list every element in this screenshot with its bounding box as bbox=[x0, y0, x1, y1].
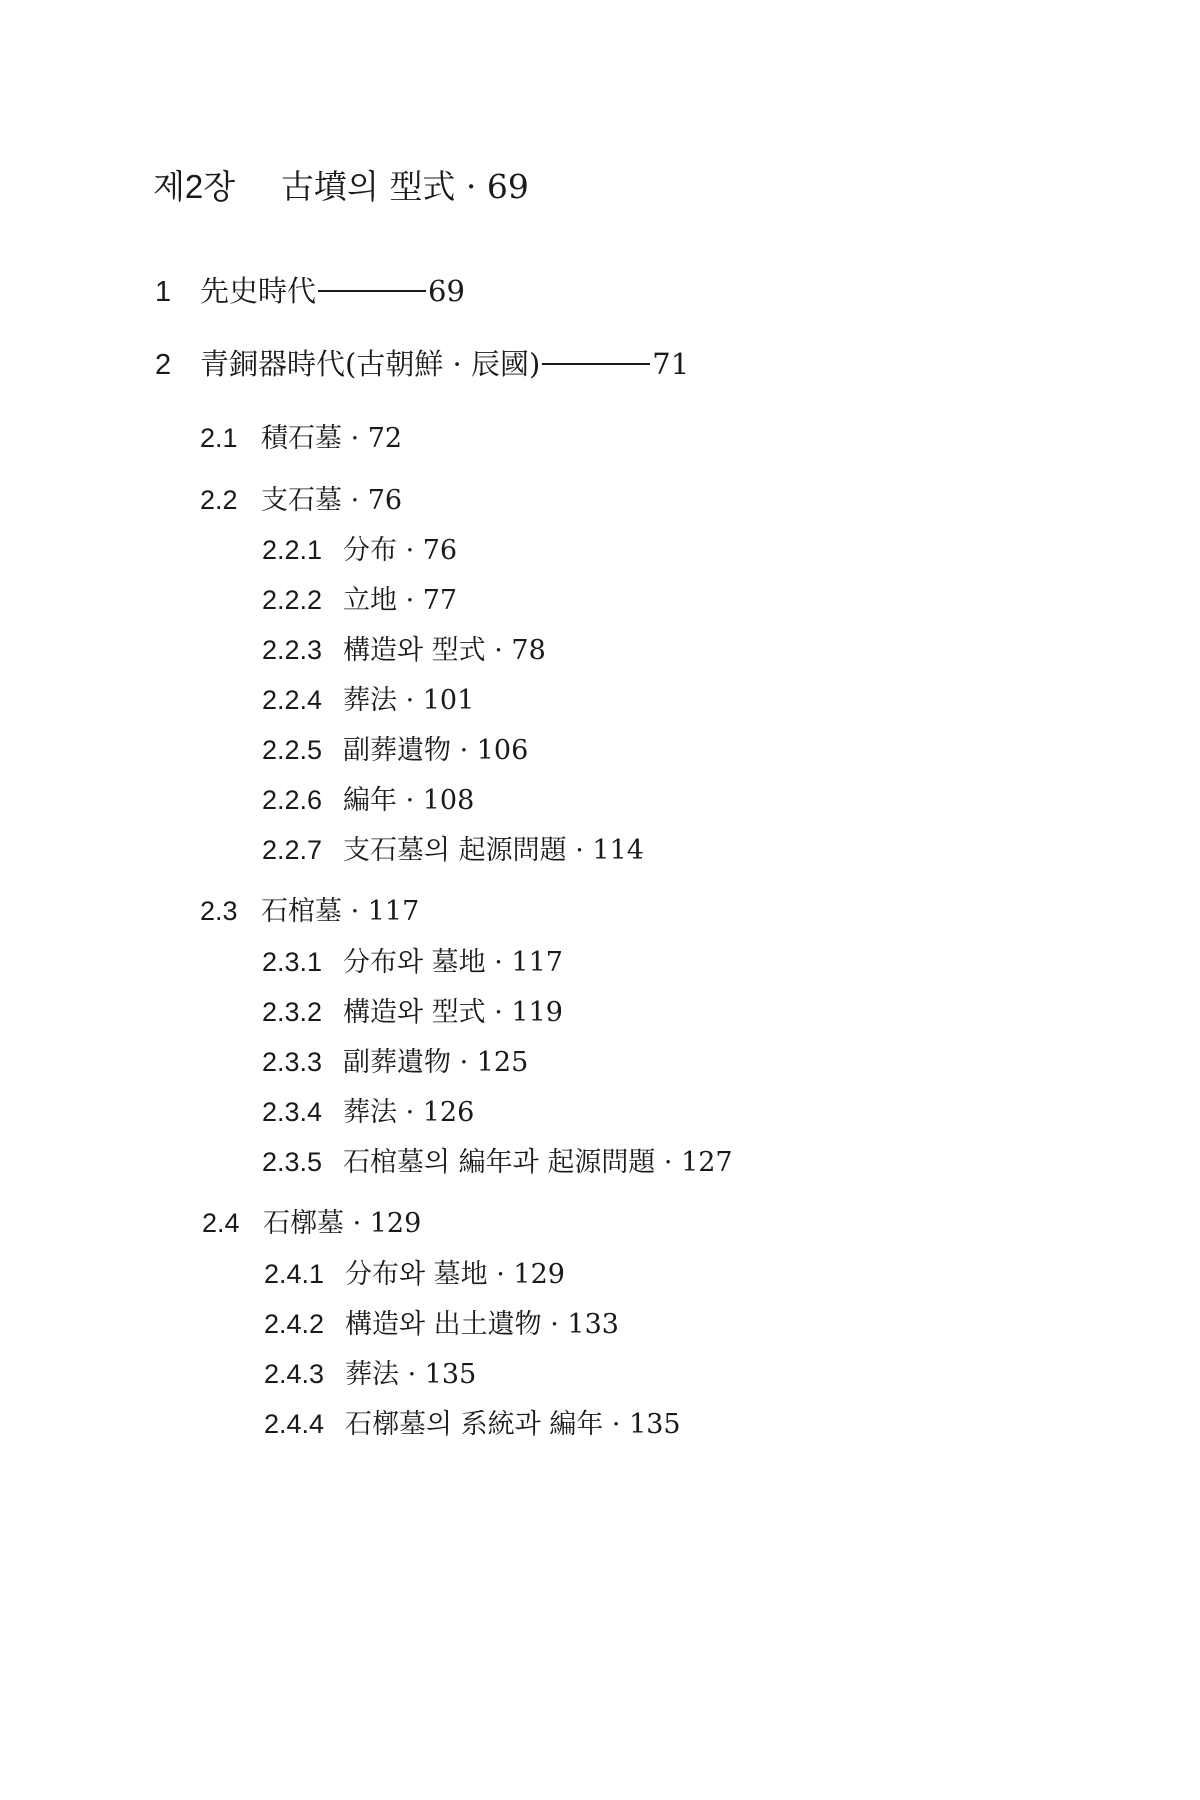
section-page: 71 bbox=[652, 347, 690, 381]
toc-entry-2-2-5[interactable] bbox=[262, 737, 528, 764]
entry-number: 2.3.3 bbox=[262, 1047, 323, 1077]
entry-title: 石棺墓 · 117 bbox=[261, 896, 420, 927]
chapter-heading bbox=[153, 167, 529, 206]
entry-title: 葬法 · 101 bbox=[343, 685, 475, 716]
entry-number: 2.2.7 bbox=[262, 835, 323, 865]
toc-entry-2-4-2[interactable] bbox=[264, 1311, 619, 1338]
toc-entry-2-2-7[interactable] bbox=[262, 837, 644, 864]
entry-number: 2.2.4 bbox=[262, 685, 323, 715]
toc-section-2[interactable] bbox=[155, 347, 690, 381]
toc-entry-2-3-4[interactable] bbox=[262, 1099, 474, 1126]
entry-title: 立地 · 77 bbox=[343, 585, 458, 616]
section-title: 先史時代 bbox=[200, 274, 317, 308]
entry-title: 葬法 · 126 bbox=[343, 1097, 475, 1128]
entry-number: 2.4.3 bbox=[264, 1359, 325, 1389]
entry-number: 2.3.4 bbox=[262, 1097, 323, 1127]
entry-number: 2.1 bbox=[200, 423, 238, 453]
toc-entry-2-4-4[interactable] bbox=[264, 1411, 681, 1438]
toc-entry-2-2-1[interactable] bbox=[262, 537, 457, 564]
entry-number: 2.2.2 bbox=[262, 585, 323, 615]
entry-number: 2.3 bbox=[200, 896, 238, 926]
entry-title: 構造와 型式 · 78 bbox=[343, 635, 546, 666]
section-number: 2 bbox=[155, 349, 172, 381]
toc-entry-2-3[interactable] bbox=[200, 898, 419, 925]
entry-title: 編年 · 108 bbox=[343, 785, 475, 816]
toc-entry-2-4[interactable] bbox=[202, 1210, 421, 1237]
toc-entry-2-1[interactable] bbox=[200, 425, 402, 452]
entry-number: 2.2.6 bbox=[262, 785, 323, 815]
entry-title: 分布와 墓地 · 129 bbox=[345, 1259, 565, 1290]
leader-dash bbox=[542, 363, 650, 365]
entry-title: 積石墓 · 72 bbox=[261, 423, 403, 454]
entry-title: 分布 · 76 bbox=[343, 535, 458, 566]
section-title: 青銅器時代(古朝鮮 · 辰國) bbox=[200, 347, 541, 381]
toc-entry-2-2-4[interactable] bbox=[262, 687, 474, 714]
entry-title: 副葬遺物 · 125 bbox=[343, 1047, 529, 1078]
entry-number: 2.2.3 bbox=[262, 635, 323, 665]
entry-number: 2.3.1 bbox=[262, 947, 323, 977]
entry-title: 構造와 出土遺物 · 133 bbox=[345, 1309, 619, 1340]
toc-entry-2-3-1[interactable] bbox=[262, 949, 563, 976]
chapter-title: 古墳의 型式 · 69 bbox=[281, 167, 529, 206]
entry-title: 支石墓의 起源問題 · 114 bbox=[343, 835, 644, 866]
toc-section-1[interactable] bbox=[155, 274, 465, 308]
entry-title: 石棺墓의 編年과 起源問題 · 127 bbox=[343, 1147, 733, 1178]
leader-dash bbox=[318, 290, 426, 292]
section-number: 1 bbox=[155, 276, 172, 308]
toc-entry-2-2-6[interactable] bbox=[262, 787, 474, 814]
entry-number: 2.2.5 bbox=[262, 735, 323, 765]
entry-number: 2.2 bbox=[200, 485, 238, 515]
entry-title: 支石墓 · 76 bbox=[261, 485, 403, 516]
chapter-number: 제2장 bbox=[153, 168, 236, 205]
section-page: 69 bbox=[428, 274, 465, 308]
toc-entry-2-2-3[interactable] bbox=[262, 637, 546, 664]
entry-number: 2.3.5 bbox=[262, 1147, 323, 1177]
entry-title: 葬法 · 135 bbox=[345, 1359, 477, 1390]
entry-title: 石槨墓 · 129 bbox=[263, 1208, 422, 1239]
entry-title: 石槨墓의 系統과 編年 · 135 bbox=[345, 1409, 681, 1440]
entry-title: 構造와 型式 · 119 bbox=[343, 997, 563, 1028]
toc-entry-2-4-1[interactable] bbox=[264, 1261, 565, 1288]
toc-entry-2-3-3[interactable] bbox=[262, 1049, 528, 1076]
toc-entry-2-3-2[interactable] bbox=[262, 999, 563, 1026]
toc-entry-2-4-3[interactable] bbox=[264, 1361, 476, 1388]
entry-title: 分布와 墓地 · 117 bbox=[343, 947, 563, 978]
toc-entry-2-2[interactable] bbox=[200, 487, 402, 514]
entry-number: 2.3.2 bbox=[262, 997, 323, 1027]
entry-number: 2.4 bbox=[202, 1208, 240, 1238]
entry-number: 2.4.1 bbox=[264, 1259, 325, 1289]
toc-entry-2-2-2[interactable] bbox=[262, 587, 457, 614]
entry-title: 副葬遺物 · 106 bbox=[343, 735, 529, 766]
entry-number: 2.2.1 bbox=[262, 535, 323, 565]
entry-number: 2.4.4 bbox=[264, 1409, 325, 1439]
entry-number: 2.4.2 bbox=[264, 1309, 325, 1339]
toc-entry-2-3-5[interactable] bbox=[262, 1149, 733, 1176]
